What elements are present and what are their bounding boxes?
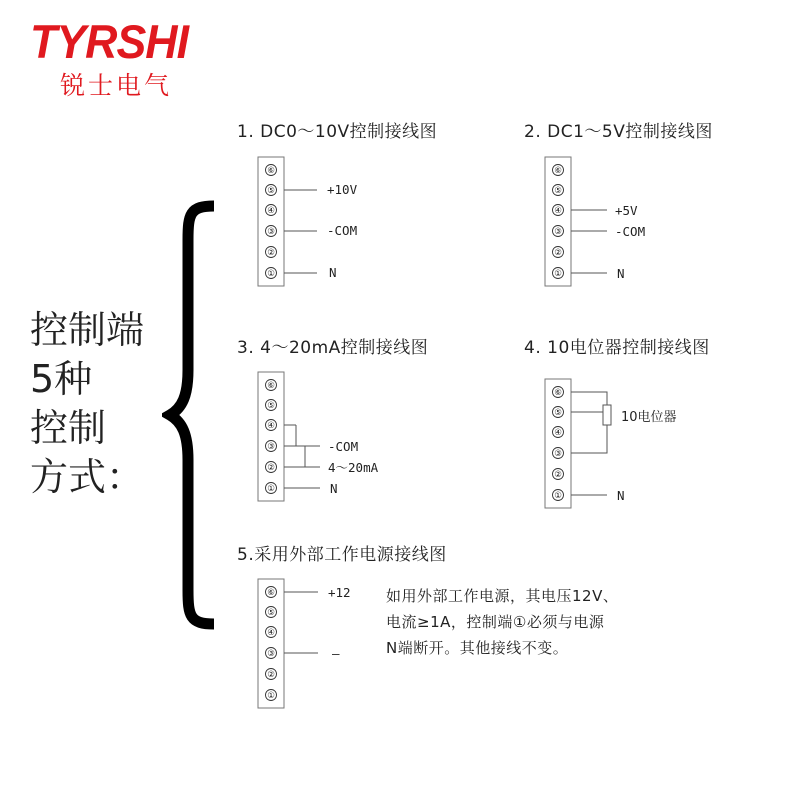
- external-power-note: [386, 583, 696, 661]
- side-label: 控制端 5种 控制 方式：: [30, 308, 145, 499]
- diagram-2-title: 2. DC1～5V控制接线图: [524, 122, 713, 142]
- diagram-4-title: 4. 10电位器控制接线图: [524, 338, 710, 358]
- diagram-4: [537, 377, 737, 517]
- svg-text:⑤: ⑤: [267, 608, 275, 618]
- svg-text:⑤: ⑤: [554, 186, 562, 196]
- brand-logo: TYRSHI: [30, 15, 189, 68]
- svg-text:④: ④: [267, 421, 275, 431]
- label-pin-3: –: [332, 646, 340, 661]
- diagram-5-title: 5.采用外部工作电源接线图: [237, 545, 447, 565]
- svg-text:④: ④: [267, 628, 275, 638]
- svg-text:③: ③: [267, 442, 275, 452]
- label-pin-1: N: [617, 488, 625, 503]
- diagram-3: [250, 370, 450, 510]
- svg-text:⑥: ⑥: [267, 381, 275, 391]
- svg-text:④: ④: [554, 206, 562, 216]
- terminal-block: [545, 379, 571, 508]
- terminal-block: [258, 579, 284, 708]
- diagram-1: [250, 155, 450, 295]
- svg-text:③: ③: [554, 227, 562, 237]
- svg-text:④: ④: [267, 206, 275, 216]
- diagram-3-title: 3. 4～20mA控制接线图: [237, 338, 429, 358]
- label-pin-2: 4～20mA: [328, 460, 379, 475]
- wire-pin-6: [571, 392, 607, 407]
- note-line-3: N端断开。其他接线不变。: [386, 639, 569, 657]
- label-pin-3: -COM: [327, 223, 358, 238]
- label-pin-4: +5V: [615, 203, 638, 218]
- svg-text:②: ②: [267, 670, 275, 680]
- svg-text:⑥: ⑥: [267, 166, 275, 176]
- svg-text:⑤: ⑤: [267, 186, 275, 196]
- label-pin-1: N: [329, 265, 337, 280]
- label-potentiometer: 10电位器: [621, 410, 677, 425]
- note-line-2: 电流≥1A，控制端①必须与电源: [386, 613, 605, 631]
- svg-text:①: ①: [267, 484, 275, 494]
- svg-text:⑥: ⑥: [554, 388, 562, 398]
- svg-text:③: ③: [267, 649, 275, 659]
- brand-subtitle: 锐士电气: [60, 71, 173, 100]
- svg-text:①: ①: [554, 491, 562, 501]
- svg-text:⑥: ⑥: [267, 588, 275, 598]
- terminal-block: [258, 157, 284, 286]
- svg-text:②: ②: [267, 463, 275, 473]
- svg-text:②: ②: [554, 248, 562, 258]
- note-line-1: 如用外部工作电源，其电压12V、: [386, 587, 619, 605]
- diagram-2: [537, 155, 737, 295]
- wire-pin-3: [571, 425, 607, 453]
- label-pin-1: N: [330, 481, 338, 496]
- svg-text:②: ②: [267, 248, 275, 258]
- svg-text:①: ①: [554, 269, 562, 279]
- svg-text:③: ③: [267, 227, 275, 237]
- svg-text:⑤: ⑤: [554, 408, 562, 418]
- terminal-block: [258, 372, 284, 501]
- svg-text:⑥: ⑥: [554, 166, 562, 176]
- curly-brace-icon: [162, 200, 222, 630]
- label-pin-3: -COM: [328, 439, 359, 454]
- diagram-1-title: 1. DC0～10V控制接线图: [237, 122, 438, 142]
- label-pin-6: +12: [328, 585, 351, 600]
- potentiometer-icon: [603, 405, 611, 425]
- svg-text:①: ①: [267, 691, 275, 701]
- svg-text:③: ③: [554, 449, 562, 459]
- label-pin-5: +10V: [327, 182, 358, 197]
- svg-text:④: ④: [554, 428, 562, 438]
- svg-text:①: ①: [267, 269, 275, 279]
- terminal-block: [545, 157, 571, 286]
- svg-text:②: ②: [554, 470, 562, 480]
- svg-text:⑤: ⑤: [267, 401, 275, 411]
- diagram-5: [250, 577, 380, 717]
- label-pin-3: -COM: [615, 224, 646, 239]
- label-pin-1: N: [617, 266, 625, 281]
